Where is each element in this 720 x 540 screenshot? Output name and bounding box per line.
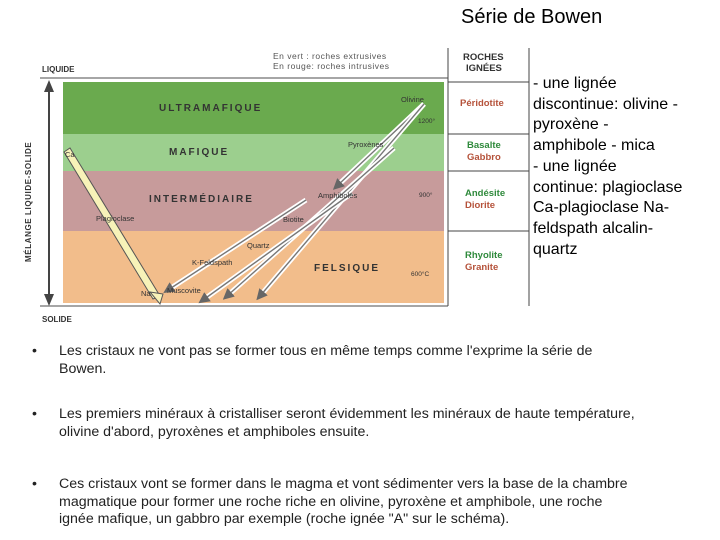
bullet-line: olivine d'abord, pyroxènes et amphiboles ensuite. xyxy=(59,423,370,440)
zone-label-mafique: MAFIQUE xyxy=(169,147,230,158)
series-line: feldspath alcalin- xyxy=(533,219,654,237)
bullet-dot: • xyxy=(32,406,37,422)
zone-label-felsique: FELSIQUE xyxy=(314,263,381,274)
series-line: quartz xyxy=(533,240,578,258)
temp-1200: 1200° xyxy=(418,118,436,125)
mineral-amphiboles: Amphiboles xyxy=(318,191,358,200)
axis-top-label: LIQUIDE xyxy=(42,65,75,74)
page-title: Série de Bowen xyxy=(461,6,603,28)
mineral-na: Na xyxy=(141,289,151,298)
bullet-line: ignée mafique, un gabbro par exemple (roche ignée "A" sur le schéma). xyxy=(59,511,510,527)
zone-label-ultramafique: ULTRAMAFIQUE xyxy=(159,103,263,114)
bullet-line: Bowen. xyxy=(59,360,107,377)
rock-basalte: Basalte xyxy=(467,140,501,151)
rock-granite: Granite xyxy=(465,262,499,273)
mineral-plagioclase: Plagioclase xyxy=(96,214,135,223)
rock-andesite: Andésite xyxy=(465,188,506,199)
mineral-biotite: Biotite xyxy=(283,215,304,224)
series-line: pyroxène - xyxy=(533,116,609,134)
rock-diorite: Diorite xyxy=(465,200,496,211)
series-line: Ca-plagioclase Na- xyxy=(533,199,670,217)
bullet-item xyxy=(28,406,713,441)
rock-rhyolite: Rhyolite xyxy=(465,250,503,261)
series-line: - une lignée xyxy=(533,75,617,92)
bullet-item xyxy=(28,343,713,378)
mineral-muscovite: Muscovite xyxy=(167,286,201,295)
series-description xyxy=(533,74,713,260)
rock-gabbro: Gabbro xyxy=(467,152,501,163)
bullet-line: Les cristaux ne vont pas se former tous en même temps comme l'exprime la série de xyxy=(59,343,593,359)
mineral-pyroxenes: Pyroxènes xyxy=(348,140,384,149)
bullet-dot: • xyxy=(32,476,37,492)
series-line: continue: plagioclase xyxy=(533,178,683,196)
mineral-ca: Ca xyxy=(65,150,75,159)
axis-side-label: MÉLANGE LIQUIDE-SOLIDE xyxy=(24,141,33,262)
mineral-olivine: Olivine xyxy=(401,95,424,104)
temp-600: 600°C xyxy=(411,271,430,278)
bullet-line: Ces cristaux vont se former dans le magma et vont sédimenter vers la base de la chambre xyxy=(59,476,628,492)
temp-900: 900° xyxy=(419,192,433,199)
bullet-line: Les premiers minéraux à cristalliser seront évidemment les minéraux de haute température, xyxy=(59,406,635,422)
mineral-k-feldspath: K-Feldspath xyxy=(192,258,233,267)
legend-line-1: En vert : roches extrusives xyxy=(273,51,387,61)
axis-bottom-label: SOLIDE xyxy=(42,315,72,324)
bullet-dot: • xyxy=(32,343,37,359)
bullet-line: magmatique pour former une roche riche en olivine, pyroxène et amphibole, une roche xyxy=(59,493,603,510)
rocks-header-line-2: IGNÉES xyxy=(466,63,502,74)
series-line: - une lignée xyxy=(533,157,617,175)
series-line: discontinue: olivine - xyxy=(533,95,678,113)
rock-peridotite: Péridotite xyxy=(460,98,504,109)
rocks-header-line-1: ROCHES xyxy=(463,52,504,63)
series-line: amphibole - mica xyxy=(533,137,655,155)
zone-label-intermediaire: INTERMÉDIAIRE xyxy=(149,194,254,205)
legend-line-2: En rouge: roches intrusives xyxy=(273,61,390,71)
bullet-item xyxy=(28,476,713,529)
mineral-quartz: Quartz xyxy=(247,241,270,250)
